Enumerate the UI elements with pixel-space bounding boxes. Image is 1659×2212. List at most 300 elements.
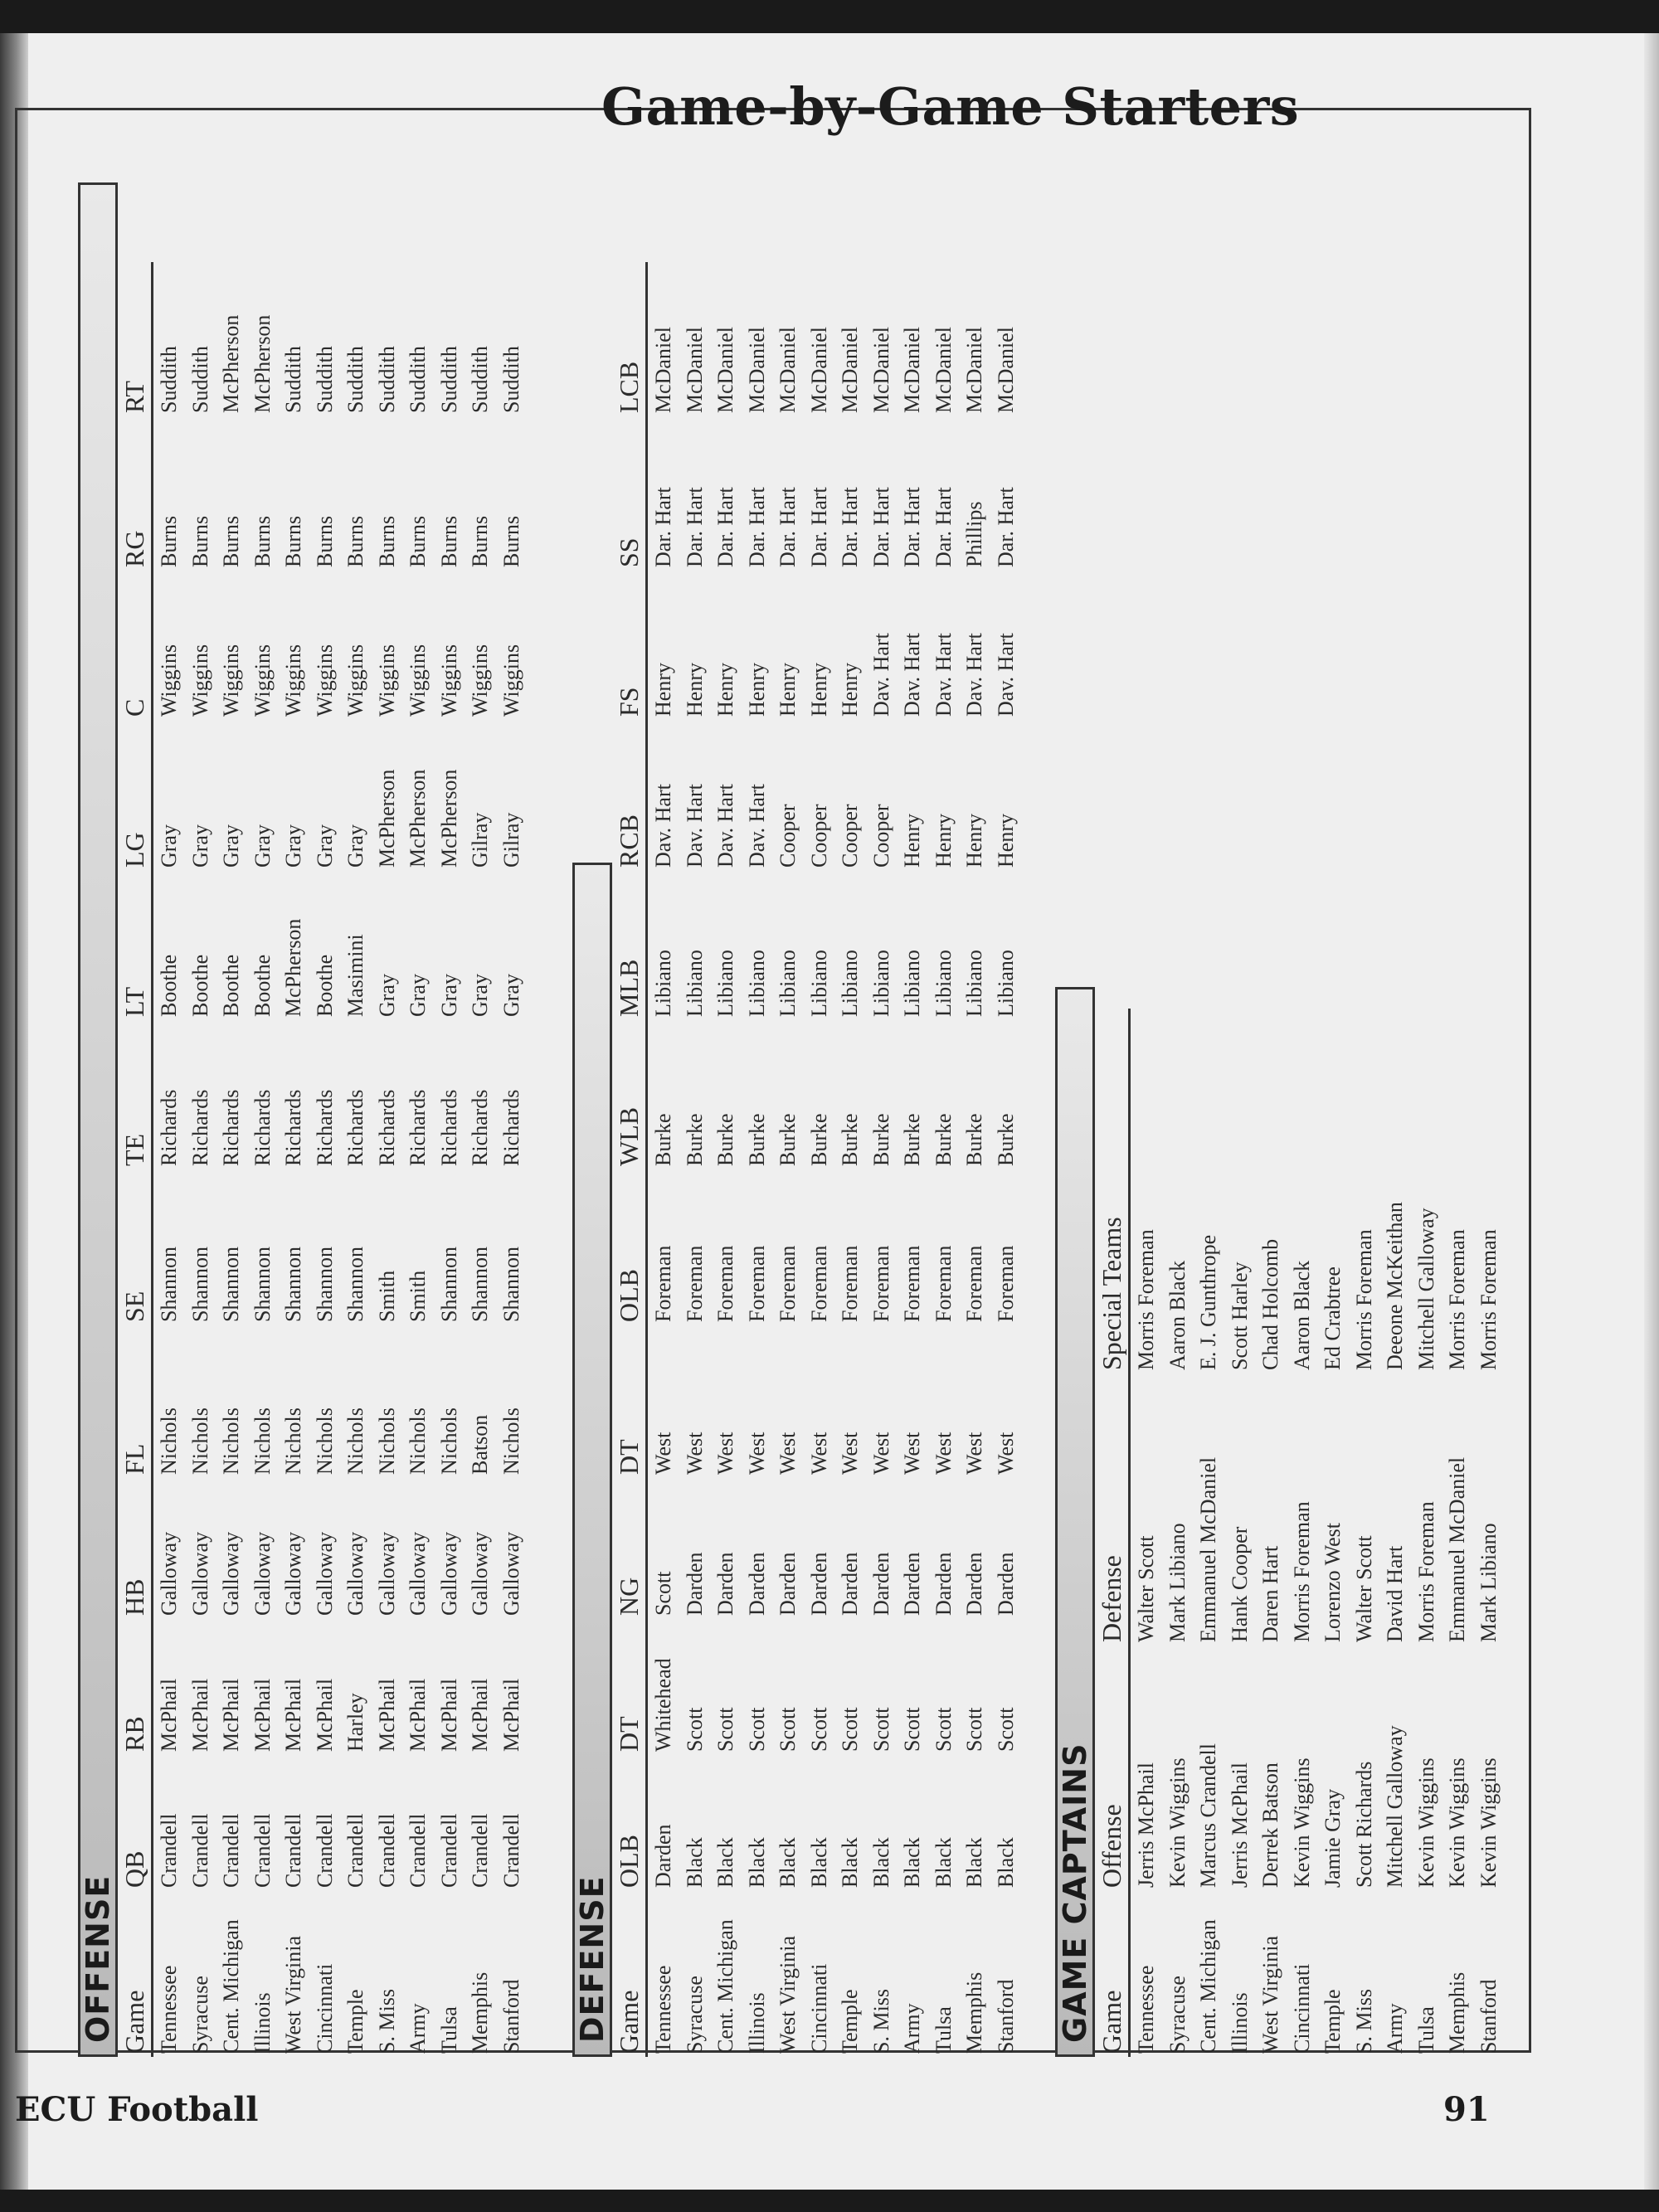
defense-player-cell: Darden	[868, 1552, 893, 1616]
defense-player-cell: Foreman	[806, 1245, 831, 1322]
offense-section	[78, 182, 527, 2057]
captains-row	[1255, 1009, 1287, 2057]
defense-player-cell: Dav. Hart	[682, 784, 707, 868]
defense-header-row	[612, 262, 647, 2057]
offense-player-cell: Masimini	[343, 934, 367, 1017]
offense-player-cell: Shannon	[187, 1247, 212, 1322]
defense-player-cell: Black	[806, 1837, 831, 1888]
offense-player-cell: Shannon	[436, 1247, 461, 1322]
defense-player-cell: Foreman	[838, 1245, 862, 1322]
offense-header-row	[118, 262, 153, 2057]
offense-player-cell: McPhail	[312, 1678, 337, 1752]
captains-game-cell: Cincinnati	[1289, 1963, 1314, 2054]
captains-row	[1287, 1009, 1318, 2057]
offense-row	[402, 262, 434, 2057]
captains-player-cell: Daren Hart	[1258, 1545, 1282, 1642]
defense-col-header: OLB	[612, 1755, 647, 1891]
captains-col-header: Defense	[1095, 1373, 1130, 1646]
offense-player-cell: Nichols	[406, 1407, 430, 1475]
offense-player-cell: Shannon	[281, 1247, 305, 1322]
offense-player-cell: Crandell	[219, 1813, 243, 1888]
offense-player-cell: Shannon	[157, 1247, 181, 1322]
defense-player-cell: Darden	[806, 1552, 831, 1616]
defense-game-cell: Tennessee	[651, 1965, 675, 2054]
offense-player-cell: Richards	[343, 1089, 367, 1166]
defense-player-cell: Black	[900, 1837, 924, 1888]
captains-player-cell: Morris Foreman	[1351, 1229, 1376, 1370]
offense-player-cell: Crandell	[468, 1813, 492, 1888]
offense-player-cell: Richards	[436, 1089, 461, 1166]
offense-player-cell: Gray	[312, 824, 337, 868]
defense-player-cell: McDaniel	[900, 327, 924, 413]
offense-player-cell: Shannon	[499, 1247, 523, 1322]
offense-row	[309, 262, 341, 2057]
defense-player-cell: Foreman	[682, 1245, 707, 1322]
captains-col-header: Game	[1095, 1891, 1130, 2057]
defense-player-cell: Dav. Hart	[713, 784, 737, 868]
defense-game-cell: Syracuse	[682, 1976, 707, 2054]
offense-player-cell: Richards	[312, 1089, 337, 1166]
offense-player-cell: Galloway	[406, 1531, 430, 1616]
defense-player-cell: Burke	[682, 1113, 707, 1166]
captains-player-cell: Mark Libiano	[1476, 1523, 1501, 1642]
offense-game-cell: Army	[406, 2003, 430, 2054]
offense-player-cell: McPhail	[436, 1678, 461, 1752]
offense-player-cell: Gilray	[468, 812, 492, 868]
captains-section	[1055, 182, 1504, 2057]
offense-player-cell: Suddith	[499, 346, 523, 413]
defense-player-cell: Darden	[713, 1552, 737, 1616]
offense-player-cell: McPhail	[219, 1678, 243, 1752]
offense-row	[247, 262, 279, 2057]
defense-player-cell: Dav. Hart	[900, 633, 924, 717]
captains-player-cell: Morris Foreman	[1445, 1229, 1469, 1370]
offense-player-cell: Gray	[499, 974, 523, 1017]
defense-player-cell: Foreman	[868, 1245, 893, 1322]
offense-col-header: C	[118, 571, 153, 720]
captains-player-cell: Scott Harley	[1227, 1262, 1252, 1370]
offense-col-header: TE	[118, 1020, 153, 1169]
defense-player-cell: West	[806, 1432, 831, 1475]
defense-player-cell: Scott	[776, 1707, 800, 1752]
defense-player-cell: West	[868, 1432, 893, 1475]
offense-player-cell: Burns	[281, 515, 305, 567]
defense-player-cell: West	[838, 1432, 862, 1475]
offense-table	[118, 262, 527, 2057]
offense-player-cell: Boothe	[157, 954, 181, 1017]
offense-player-cell: Wiggins	[374, 644, 399, 717]
offense-player-cell: Nichols	[312, 1407, 337, 1475]
captains-player-cell: Deeone McKeithan	[1383, 1202, 1407, 1370]
defense-player-cell: Libiano	[931, 950, 956, 1017]
offense-col-header: QB	[118, 1755, 153, 1891]
defense-player-cell: Black	[682, 1837, 707, 1888]
defense-player-cell: Burke	[931, 1113, 956, 1166]
defense-player-cell: Black	[962, 1837, 986, 1888]
captains-row	[1349, 1009, 1380, 2057]
defense-player-cell: Foreman	[651, 1245, 675, 1322]
defense-player-cell: Foreman	[776, 1245, 800, 1322]
captains-game-cell: S. Miss	[1351, 1988, 1376, 2054]
defense-player-cell: Cooper	[838, 804, 862, 868]
offense-player-cell: Gray	[250, 824, 275, 868]
defense-player-cell: Burke	[838, 1113, 862, 1166]
captains-game-cell: Tennessee	[1134, 1965, 1158, 2054]
offense-player-cell: Galloway	[436, 1531, 461, 1616]
captains-player-cell: Mitchell Galloway	[1413, 1208, 1438, 1370]
captains-row	[1162, 1009, 1194, 2057]
offense-player-cell: McPhail	[281, 1678, 305, 1752]
defense-player-cell: West	[993, 1432, 1018, 1475]
offense-game-cell: Stanford	[499, 1979, 523, 2054]
offense-player-cell: Galloway	[468, 1531, 492, 1616]
defense-game-cell: S. Miss	[868, 1988, 893, 2054]
defense-player-cell: Libiano	[651, 950, 675, 1017]
defense-player-cell: Dav. Hart	[868, 633, 893, 717]
offense-player-cell: Galloway	[219, 1531, 243, 1616]
captains-player-cell: Mark Libiano	[1165, 1523, 1190, 1642]
offense-game-cell: Memphis	[468, 1971, 492, 2054]
captains-player-cell: Jamie Gray	[1321, 1788, 1345, 1888]
defense-player-cell: Foreman	[713, 1245, 737, 1322]
offense-player-cell: Wiggins	[406, 644, 430, 717]
defense-section	[572, 182, 1021, 2057]
defense-player-cell: Scott	[993, 1707, 1018, 1752]
offense-player-cell: Shannon	[312, 1247, 337, 1322]
defense-player-cell: Whitehead	[651, 1658, 675, 1752]
captains-player-cell: Marcus Crandell	[1196, 1743, 1220, 1888]
defense-player-cell: Scott	[962, 1707, 986, 1752]
defense-player-cell: Dar. Hart	[651, 487, 675, 567]
offense-player-cell: Suddith	[281, 346, 305, 413]
offense-player-cell: Galloway	[374, 1531, 399, 1616]
defense-player-cell: McDaniel	[838, 327, 862, 413]
captains-game-cell: Syracuse	[1165, 1976, 1190, 2054]
offense-player-cell: McPhail	[374, 1678, 399, 1752]
defense-player-cell: Darden	[682, 1552, 707, 1616]
defense-player-cell: Libiano	[744, 950, 769, 1017]
defense-player-cell: Scott	[900, 1707, 924, 1752]
captains-player-cell: Derrek Batson	[1258, 1762, 1282, 1888]
defense-player-cell: Dar. Hart	[931, 487, 956, 567]
offense-player-cell: Galloway	[281, 1531, 305, 1616]
defense-player-cell: West	[651, 1432, 675, 1475]
captains-heading-bar	[1055, 987, 1095, 2057]
defense-player-cell: McDaniel	[962, 327, 986, 413]
defense-player-cell: Henry	[931, 814, 956, 868]
offense-player-cell: McPhail	[187, 1678, 212, 1752]
captains-player-cell: Jerris McPhail	[1134, 1762, 1158, 1888]
defense-row	[897, 262, 928, 2057]
defense-player-cell: Burke	[651, 1113, 675, 1166]
offense-player-cell: McPherson	[250, 314, 275, 413]
defense-player-cell: Libiano	[682, 950, 707, 1017]
defense-player-cell: Libiano	[713, 950, 737, 1017]
captains-row	[1193, 1009, 1224, 2057]
offense-player-cell: Nichols	[187, 1407, 212, 1475]
captains-player-cell: Kevin Wiggins	[1445, 1757, 1469, 1888]
defense-game-cell: Army	[900, 2003, 924, 2054]
defense-player-cell: Libiano	[993, 950, 1018, 1017]
offense-player-cell: Richards	[406, 1089, 430, 1166]
defense-game-cell: Temple	[838, 1989, 862, 2054]
offense-game-cell: S. Miss	[374, 1988, 399, 2054]
offense-player-cell: Nichols	[281, 1407, 305, 1475]
defense-row	[834, 262, 866, 2057]
defense-col-header: WLB	[612, 1020, 647, 1169]
defense-game-cell: West Virginia	[776, 1936, 800, 2054]
defense-player-cell: Black	[868, 1837, 893, 1888]
defense-player-cell: West	[900, 1432, 924, 1475]
offense-player-cell: McPhail	[499, 1678, 523, 1752]
defense-player-cell: Darden	[900, 1552, 924, 1616]
offense-player-cell: Crandell	[343, 1813, 367, 1888]
offense-col-header: HB	[118, 1478, 153, 1619]
defense-player-cell: Dar. Hart	[682, 487, 707, 567]
captains-player-cell: Kevin Wiggins	[1476, 1757, 1501, 1888]
defense-player-cell: Black	[776, 1837, 800, 1888]
captains-row	[1473, 1009, 1505, 2057]
offense-player-cell: Suddith	[157, 346, 181, 413]
defense-game-cell: Cincinnati	[806, 1963, 831, 2054]
captains-player-cell: Ed Crabtree	[1321, 1266, 1345, 1370]
captains-row	[1130, 1009, 1162, 2057]
offense-game-cell: Cincinnati	[312, 1963, 337, 2054]
defense-game-cell: Cent. Michigan	[713, 1919, 737, 2054]
offense-game-cell: Syracuse	[187, 1976, 212, 2054]
defense-player-cell: McDaniel	[682, 327, 707, 413]
offense-game-cell: West Virginia	[281, 1936, 305, 2054]
defense-player-cell: Dar. Hart	[806, 487, 831, 567]
defense-player-cell: McDaniel	[931, 327, 956, 413]
captains-row	[1224, 1009, 1256, 2057]
defense-player-cell: Foreman	[962, 1245, 986, 1322]
offense-player-cell: Crandell	[157, 1813, 181, 1888]
defense-player-cell: Henry	[838, 663, 862, 717]
defense-player-cell: McDaniel	[806, 327, 831, 413]
offense-player-cell: Crandell	[312, 1813, 337, 1888]
offense-col-header: SE	[118, 1169, 153, 1325]
defense-player-cell: Darden	[931, 1552, 956, 1616]
captains-player-cell: Walter Scott	[1134, 1535, 1158, 1642]
captains-player-cell: Lorenzo West	[1321, 1523, 1345, 1642]
defense-table	[612, 262, 1021, 2057]
defense-player-cell: Cooper	[806, 804, 831, 868]
defense-player-cell: Dar. Hart	[744, 487, 769, 567]
offense-col-header: Game	[118, 1891, 153, 2057]
offense-player-cell: Boothe	[250, 954, 275, 1017]
offense-row	[434, 262, 465, 2057]
defense-player-cell: Cooper	[868, 804, 893, 868]
offense-player-cell: Shannon	[219, 1247, 243, 1322]
offense-row	[465, 262, 496, 2057]
offense-player-cell: McPherson	[406, 769, 430, 868]
offense-player-cell: Crandell	[406, 1813, 430, 1888]
offense-player-cell: Crandell	[250, 1813, 275, 1888]
defense-row	[959, 262, 990, 2057]
captains-game-cell: West Virginia	[1258, 1936, 1282, 2054]
defense-player-cell: Dav. Hart	[931, 633, 956, 717]
offense-player-cell: Shannon	[343, 1247, 367, 1322]
defense-player-cell: Phillips	[962, 501, 986, 567]
offense-player-cell: Suddith	[187, 346, 212, 413]
offense-player-cell: Burns	[219, 515, 243, 567]
offense-player-cell: Galloway	[250, 1531, 275, 1616]
offense-col-header: RB	[118, 1619, 153, 1755]
offense-player-cell: Crandell	[499, 1813, 523, 1888]
offense-player-cell: Richards	[374, 1089, 399, 1166]
defense-game-cell: Stanford	[993, 1979, 1018, 2054]
defense-player-cell: Black	[744, 1837, 769, 1888]
offense-player-cell: Suddith	[406, 346, 430, 413]
offense-player-cell: Gray	[343, 824, 367, 868]
captains-player-cell: Mitchell Galloway	[1383, 1725, 1407, 1888]
offense-player-cell: Richards	[281, 1089, 305, 1166]
offense-player-cell: Boothe	[187, 954, 212, 1017]
offense-player-cell: Wiggins	[281, 644, 305, 717]
captains-player-cell: Hank Cooper	[1227, 1526, 1252, 1642]
offense-player-cell: McPhail	[406, 1678, 430, 1752]
defense-player-cell: McDaniel	[713, 327, 737, 413]
footer-page-number: 91	[1443, 2090, 1490, 2129]
defense-player-cell: Burke	[713, 1113, 737, 1166]
offense-player-cell: Galloway	[499, 1531, 523, 1616]
offense-player-cell: Galloway	[157, 1531, 181, 1616]
captains-game-cell: Stanford	[1476, 1979, 1501, 2054]
defense-col-header: FS	[612, 571, 647, 720]
defense-player-cell: Cooper	[776, 804, 800, 868]
captains-player-cell: Morris Foreman	[1413, 1501, 1438, 1642]
offense-player-cell: Wiggins	[157, 644, 181, 717]
captains-player-cell: Aaron Black	[1289, 1260, 1314, 1370]
defense-player-cell: Scott	[682, 1707, 707, 1752]
captains-player-cell: Morris Foreman	[1134, 1229, 1158, 1370]
offense-player-cell: Smith	[406, 1270, 430, 1322]
offense-row	[185, 262, 216, 2057]
captains-player-cell: Aaron Black	[1165, 1260, 1190, 1370]
defense-player-cell: Dav. Hart	[651, 784, 675, 868]
defense-player-cell: Henry	[713, 663, 737, 717]
defense-row	[772, 262, 804, 2057]
offense-player-cell: Wiggins	[343, 644, 367, 717]
offense-player-cell: Wiggins	[436, 644, 461, 717]
page-title: Game-by-Game Starters	[601, 76, 1300, 137]
offense-player-cell: Burns	[187, 515, 212, 567]
defense-player-cell: Libiano	[900, 950, 924, 1017]
offense-player-cell: Harley	[343, 1693, 367, 1752]
defense-player-cell: Dav. Hart	[744, 784, 769, 868]
defense-col-header: Game	[612, 1891, 647, 2057]
offense-player-cell: Burns	[436, 515, 461, 567]
offense-player-cell: McPhail	[250, 1678, 275, 1752]
offense-row	[153, 262, 185, 2057]
defense-player-cell: Henry	[993, 814, 1018, 868]
captains-player-cell: Chad Holcomb	[1258, 1238, 1282, 1370]
defense-col-header: LCB	[612, 262, 647, 416]
defense-col-header: MLB	[612, 871, 647, 1020]
captains-player-cell: Emmanuel McDaniel	[1445, 1456, 1469, 1642]
offense-player-cell: Richards	[157, 1089, 181, 1166]
defense-player-cell: Foreman	[931, 1245, 956, 1322]
offense-player-cell: Boothe	[312, 954, 337, 1017]
offense-player-cell: Nichols	[499, 1407, 523, 1475]
defense-player-cell: Henry	[806, 663, 831, 717]
page-edge	[1644, 33, 1659, 2190]
offense-player-cell: Gray	[374, 974, 399, 1017]
defense-player-cell: Burke	[744, 1113, 769, 1166]
defense-player-cell: Foreman	[993, 1245, 1018, 1322]
defense-game-cell: Memphis	[962, 1971, 986, 2054]
defense-player-cell: McDaniel	[993, 327, 1018, 413]
offense-game-cell: Tennessee	[157, 1965, 181, 2054]
defense-player-cell: West	[962, 1432, 986, 1475]
offense-player-cell: Gray	[157, 824, 181, 868]
defense-row	[804, 262, 835, 2057]
captains-heading: GAME CAPTAINS	[1057, 1743, 1093, 2043]
captains-player-cell: Jerris McPhail	[1227, 1762, 1252, 1888]
captains-player-cell: Kevin Wiggins	[1165, 1757, 1190, 1888]
defense-player-cell: Burke	[806, 1113, 831, 1166]
defense-player-cell: Scott	[931, 1707, 956, 1752]
defense-player-cell: Darden	[993, 1552, 1018, 1616]
offense-player-cell: Crandell	[436, 1813, 461, 1888]
captains-col-header: Special Teams	[1095, 1009, 1130, 1373]
offense-player-cell: Boothe	[219, 954, 243, 1017]
offense-player-cell: McPhail	[157, 1678, 181, 1752]
defense-player-cell: Black	[838, 1837, 862, 1888]
offense-row	[340, 262, 372, 2057]
offense-player-cell: McPhail	[468, 1678, 492, 1752]
defense-player-cell: McDaniel	[868, 327, 893, 413]
defense-player-cell: Dar. Hart	[868, 487, 893, 567]
defense-game-cell: Illinois	[744, 1992, 769, 2054]
offense-player-cell: Nichols	[250, 1407, 275, 1475]
defense-player-cell: Burke	[868, 1113, 893, 1166]
defense-player-cell: Black	[993, 1837, 1018, 1888]
offense-player-cell: Crandell	[281, 1813, 305, 1888]
defense-player-cell: Scott	[806, 1707, 831, 1752]
captains-player-cell: Scott Richards	[1351, 1761, 1376, 1888]
defense-col-header: DT	[612, 1325, 647, 1478]
offense-player-cell: Wiggins	[312, 644, 337, 717]
offense-player-cell: Gray	[281, 824, 305, 868]
defense-player-cell: Libiano	[806, 950, 831, 1017]
rotated-content	[51, 166, 1511, 2057]
offense-game-cell: Tulsa	[436, 2006, 461, 2054]
offense-player-cell: McPherson	[219, 314, 243, 413]
defense-player-cell: Burke	[900, 1113, 924, 1166]
offense-player-cell: Burns	[406, 515, 430, 567]
defense-player-cell: Dav. Hart	[993, 633, 1018, 717]
defense-player-cell: McDaniel	[651, 327, 675, 413]
defense-player-cell: Scott	[713, 1707, 737, 1752]
offense-player-cell: Nichols	[343, 1407, 367, 1475]
defense-player-cell: Darden	[744, 1552, 769, 1616]
captains-player-cell: Morris Foreman	[1476, 1229, 1501, 1370]
offense-player-cell: Richards	[219, 1089, 243, 1166]
offense-player-cell: Suddith	[436, 346, 461, 413]
captains-row	[1317, 1009, 1349, 2057]
captains-player-cell: E. J. Gunthrope	[1196, 1234, 1220, 1370]
defense-player-cell: Darden	[776, 1552, 800, 1616]
defense-row	[866, 262, 898, 2057]
defense-player-cell: Dar. Hart	[838, 487, 862, 567]
defense-player-cell: Libiano	[838, 950, 862, 1017]
offense-player-cell: Batson	[468, 1414, 492, 1475]
defense-player-cell: Scott	[744, 1707, 769, 1752]
captains-col-header: Offense	[1095, 1646, 1130, 1891]
offense-player-cell: Burns	[374, 515, 399, 567]
